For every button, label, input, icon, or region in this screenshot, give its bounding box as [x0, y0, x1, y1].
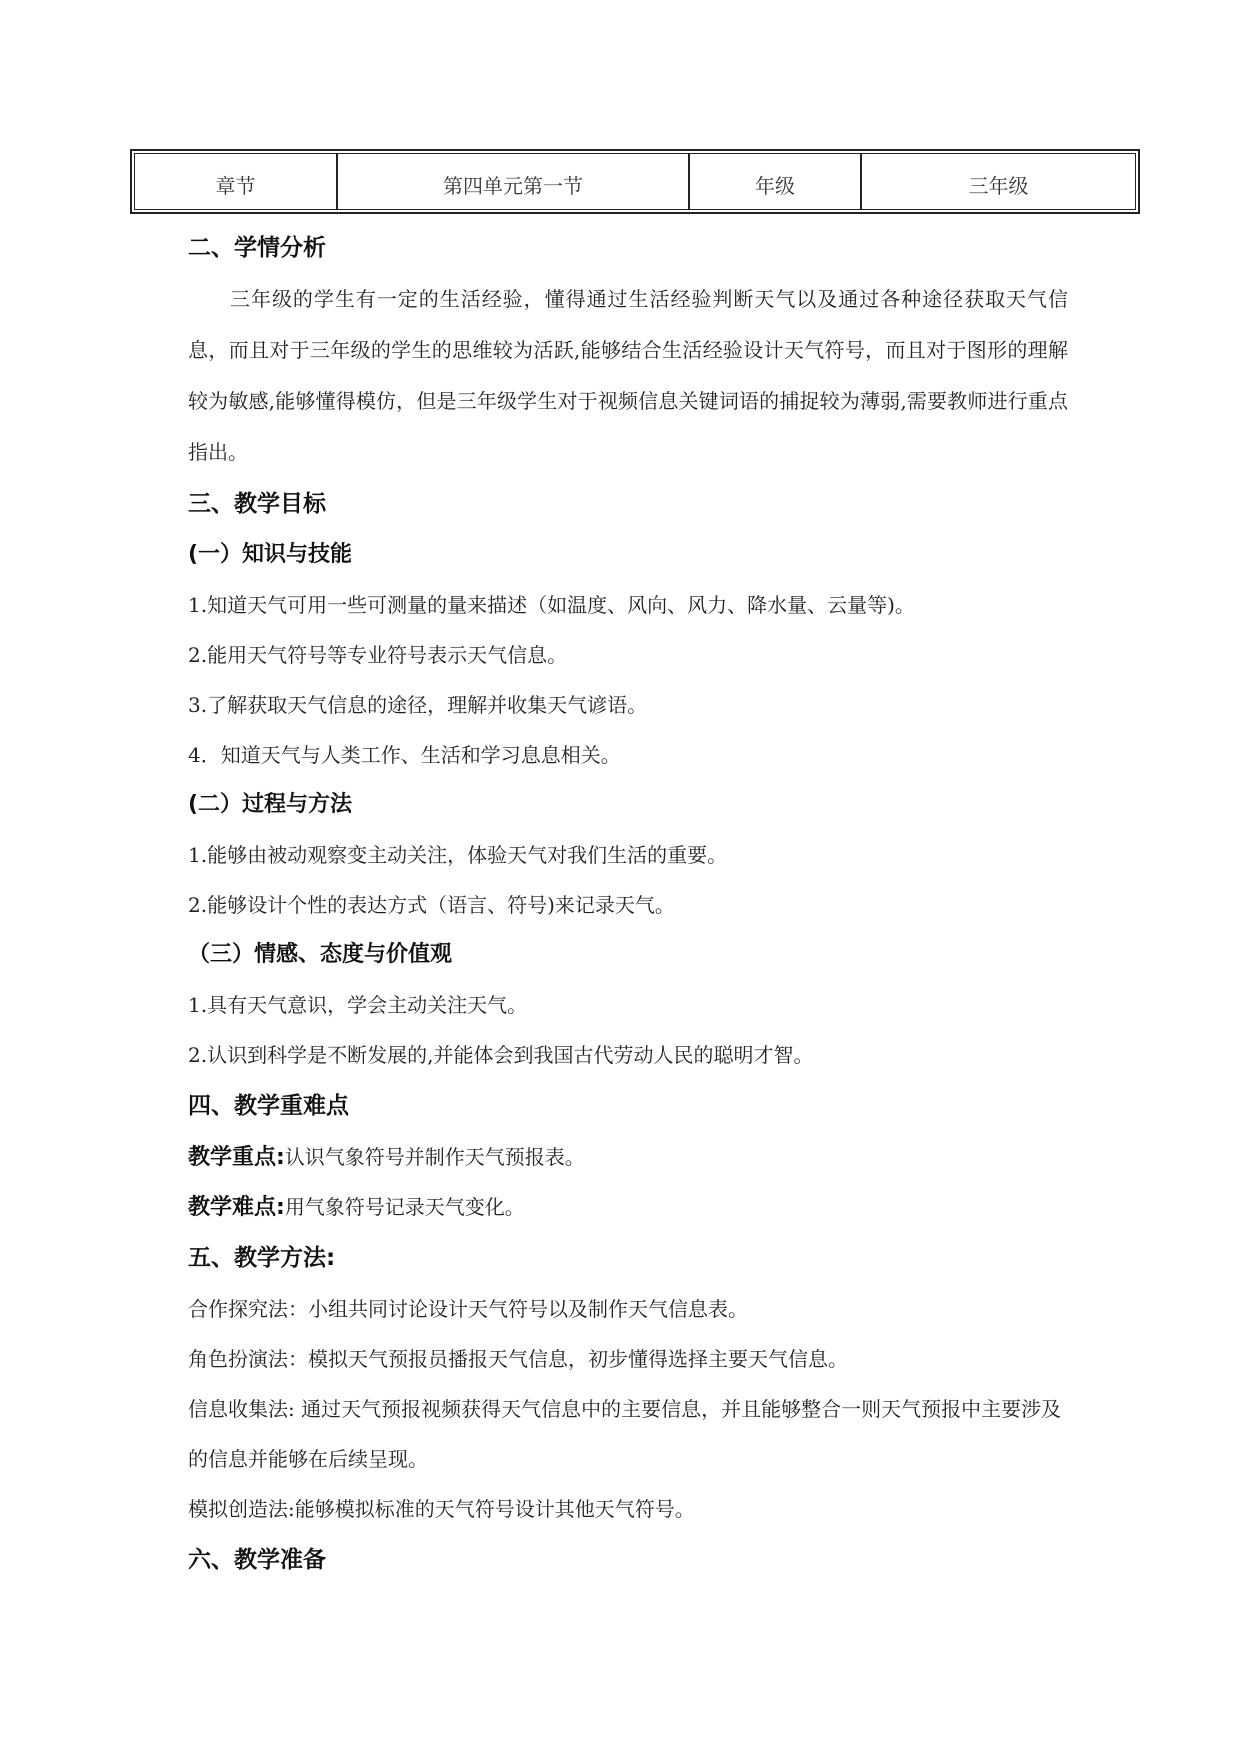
goal-item: 3.了解获取天气信息的途径，理解并收集天气谚语。: [188, 693, 648, 717]
section-heading-teaching-methods: 五、教学方法:: [188, 1245, 336, 1271]
key-point-text: 认识气象符号并制作天气预报表。: [284, 1145, 585, 1169]
chapter-value-cell: 第四单元第一节: [338, 154, 690, 209]
difficult-point-text: 用气象符号记录天气变化。: [284, 1195, 525, 1219]
difficult-point-line: [188, 1182, 1068, 1232]
chapter-label-cell: 章节: [135, 154, 338, 209]
info-table-row: [134, 153, 1136, 210]
difficult-point-label: 教学难点:: [188, 1195, 285, 1220]
method-item: 模拟创造法:能够模拟标准的天气符号设计其他天气符号。: [188, 1497, 695, 1521]
section-heading-preparation: 六、教学准备: [188, 1547, 326, 1573]
document-body: [188, 222, 1068, 1586]
grade-label-cell: 年级: [690, 154, 862, 209]
section-heading-student-analysis: 二、学情分析: [188, 235, 326, 261]
method-item: 合作探究法：小组共同讨论设计天气符号以及制作天气信息表。: [188, 1297, 748, 1321]
subheading-knowledge-skills: (一）知识与技能: [188, 542, 353, 567]
method-item: 角色扮演法：模拟天气预报员播报天气信息，初步懂得选择主要天气信息。: [188, 1347, 848, 1371]
method-item: 信息收集法: 通过天气预报视频获得天气信息中的主要信息，并且能够整合一则天气预报中主要涉及的信息并能够在后续呈现。: [188, 1397, 1062, 1471]
goal-item: 1.知道天气可用一些可测量的量来描述（如温度、风向、风力、降水量、云量等)。: [188, 593, 915, 617]
info-table: [130, 149, 1140, 214]
goal-item: 2.能用天气符号等专业符号表示天气信息。: [188, 643, 568, 667]
goal-item: 2.认识到科学是不断发展的,并能体会到我国古代劳动人民的聪明才智。: [188, 1043, 814, 1067]
section-heading-teaching-goals: 三、教学目标: [188, 491, 326, 517]
key-point-line: [188, 1132, 1068, 1182]
section-heading-key-difficult: 四、教学重难点: [188, 1093, 349, 1119]
key-point-label: 教学重点:: [188, 1145, 285, 1170]
goal-item: 4．知道天气与人类工作、生活和学习息息相关。: [188, 743, 621, 767]
goal-item: 2.能够设计个性的表达方式（语言、符号)来记录天气。: [188, 893, 675, 917]
grade-value-cell: 三年级: [968, 174, 1029, 198]
subheading-process-method: (二）过程与方法: [188, 792, 353, 817]
goal-item: 1.能够由被动观察变主动关注，体验天气对我们生活的重要。: [188, 843, 728, 867]
goal-item: 1.具有天气意识，学会主动关注天气。: [188, 993, 528, 1017]
subheading-emotion-values: （三）情感、态度与价值观: [188, 942, 453, 967]
student-analysis-paragraph: 三年级的学生有一定的生活经验，懂得通过生活经验判断天气以及通过各种途径获取天气信息，而且对于三年级的学生的思维较为活跃,能够结合生活经验设计天气符号，而且对于图形的理解较为敏感,能够懂得模仿，但是三年级学生对于视频信息关键词语的捕捉较为薄弱,需要教师进行重点指出。: [188, 287, 1068, 464]
